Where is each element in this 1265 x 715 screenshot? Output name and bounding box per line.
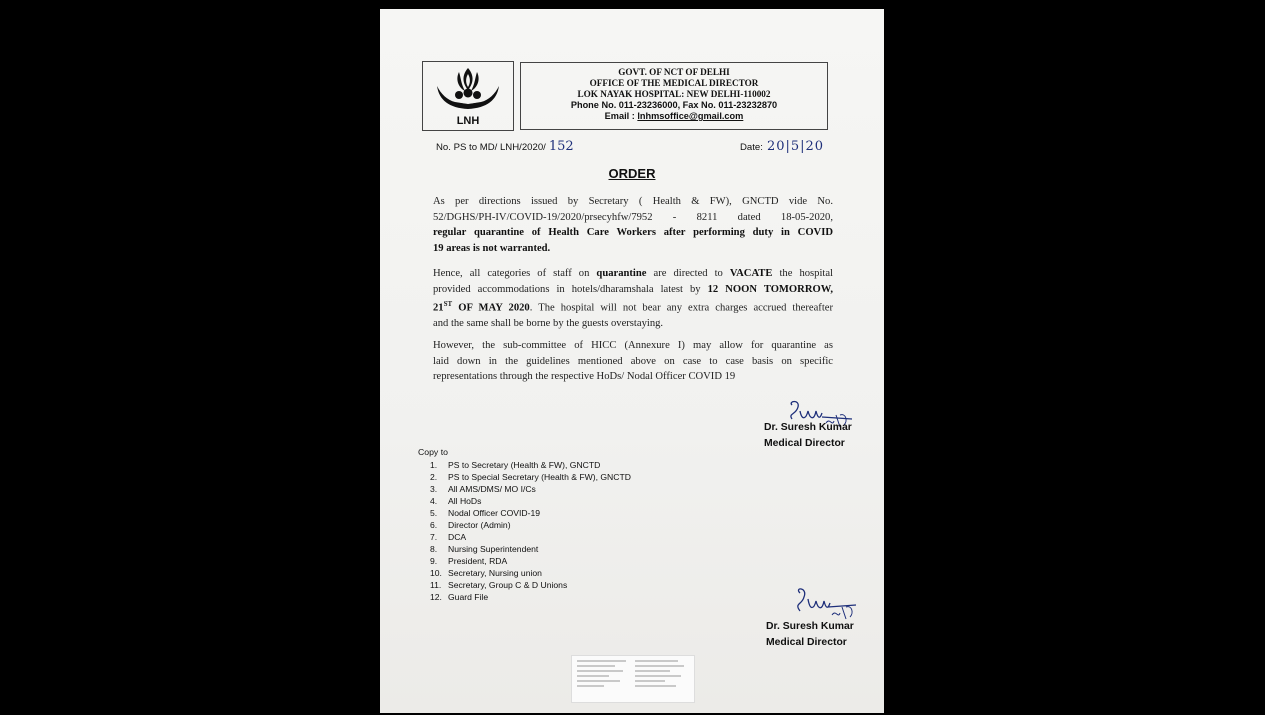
reference-handwritten: 152 (548, 139, 574, 154)
signatory-name: Dr. Suresh Kumar (764, 422, 852, 433)
email-link[interactable]: lnhmsoffice@gmail.com (637, 111, 744, 121)
list-item (430, 459, 631, 471)
list-item-text: Nursing Superintendent (448, 544, 539, 554)
logo-text: LNH (456, 115, 480, 127)
paragraph-line-bold (433, 225, 833, 241)
bold-text: regular quarantine of Health Care Workers after performing duty in COVID (433, 227, 833, 238)
bold-text: OF MAY 2020 (452, 302, 530, 314)
paragraph-line: laid down in the guidelines mentioned above on case to case basis on specific (433, 355, 833, 367)
signature-block-bottom (766, 619, 854, 650)
list-item-number: 1. (430, 460, 438, 470)
list-item-number: 12. (430, 592, 442, 602)
paragraph-line-bold (433, 241, 833, 257)
bold-text: 12 NOON TOMORROW, (707, 283, 833, 295)
list-item (430, 543, 631, 555)
text-segment: the hospital (772, 268, 833, 279)
text-segment: Hence, all categories of staff on (433, 268, 597, 279)
email-label: Email : (604, 111, 635, 121)
list-item-text: President, RDA (448, 556, 508, 566)
list-item (430, 495, 631, 507)
list-item-number: 7. (430, 532, 438, 542)
list-item-text: PS to Special Secretary (Health & FW), GNCTD (448, 472, 631, 482)
paragraph-line: representations through the respective HoDs/ Nodal Officer COVID 19 (433, 371, 736, 382)
paragraph-line (433, 282, 833, 298)
paragraph-line (433, 266, 833, 282)
list-item-text: Nodal Officer COVID-19 (448, 508, 541, 518)
list-item (430, 591, 631, 603)
paragraph-line: As per directions issued by Secretary ( Health & FW), GNCTD vide No. (433, 196, 833, 207)
date-label: Date: (740, 142, 763, 153)
list-item-number: 10. (430, 568, 442, 578)
list-item-number: 11. (430, 580, 442, 590)
copy-to-list (430, 459, 631, 603)
letterhead-line: OFFICE OF THE MEDICAL DIRECTOR (589, 78, 759, 88)
list-item-number: 2. (430, 472, 438, 482)
paragraph-line: However, the sub-committee of HICC (Annexure I) may allow for quarantine as (433, 340, 833, 351)
letterhead (520, 62, 828, 130)
list-item (430, 579, 631, 591)
list-item-text: Secretary, Group C & D Unions (448, 580, 568, 590)
list-item-text: Director (Admin) (448, 520, 511, 530)
lnh-emblem-icon (423, 62, 513, 116)
letterhead-contact: Phone No. 011-23236000, Fax No. 011-23232870 (570, 100, 778, 110)
paragraph-line: 52/DGHS/PH-IV/COVID-19/2020/prsecyhfw/7952 - 8211 dated 18-05-2020, (433, 211, 833, 223)
list-item-text: Guard File (448, 592, 489, 602)
list-item-text: All HoDs (448, 496, 482, 506)
reference-label: No. PS to MD/ LNH/2020/ (436, 142, 546, 153)
attached-annexure-thumbnail (571, 655, 695, 703)
list-item-text: PS to Secretary (Health & FW), GNCTD (448, 460, 601, 470)
list-item (430, 507, 631, 519)
bold-text: 21 (433, 302, 444, 314)
list-item-number: 4. (430, 496, 438, 506)
list-item (430, 531, 631, 543)
ordinal-suffix: ST (443, 300, 453, 308)
text-segment: . The hospital will not bear any extra charges accrued thereafter (529, 302, 833, 314)
hospital-logo (422, 61, 514, 131)
letterhead-email-row (521, 111, 827, 121)
list-item-text: DCA (448, 532, 467, 542)
document-page (380, 9, 884, 713)
signatory-title: Medical Director (764, 437, 845, 449)
bold-text: VACATE (729, 268, 773, 279)
list-item-number: 6. (430, 520, 438, 530)
list-item (430, 471, 631, 483)
paragraph-hicc (433, 338, 833, 385)
list-item-number: 5. (430, 508, 438, 518)
page-title: ORDER (608, 166, 656, 181)
list-item (430, 519, 631, 531)
letterhead-line: GOVT. OF NCT OF DELHI (618, 67, 730, 77)
list-item-number: 9. (430, 556, 438, 566)
bold-text: quarantine (596, 268, 647, 279)
copy-to-label: Copy to (418, 447, 448, 457)
list-item (430, 567, 631, 579)
text-segment: provided accommodations in hotels/dharamshala latest by (433, 283, 708, 295)
signature-block-top (764, 420, 852, 451)
signatory-name: Dr. Suresh Kumar (766, 621, 854, 632)
reference-number (436, 139, 574, 154)
date-handwritten: 20|5|20 (766, 139, 825, 154)
list-item-number: 8. (430, 544, 438, 554)
signatory-title: Medical Director (766, 636, 847, 648)
paragraph-directions (433, 194, 833, 256)
list-item-text: Secretary, Nursing union (448, 568, 542, 578)
list-item (430, 555, 631, 567)
list-item (430, 483, 631, 495)
signature-scribble-icon (792, 585, 862, 623)
list-item-text: All AMS/DMS/ MO I/Cs (448, 484, 536, 494)
text-segment: are directed to (646, 268, 730, 279)
order-date (740, 139, 824, 154)
paragraph-line: and the same shall be borne by the guests overstaying. (433, 318, 664, 330)
letterhead-line: LOK NAYAK HOSPITAL: NEW DELHI-110002 (577, 89, 771, 99)
list-item-number: 3. (430, 484, 438, 494)
paragraph-vacate-order (433, 266, 833, 332)
paragraph-line (433, 297, 833, 316)
bold-text: 19 areas is not warranted. (433, 242, 551, 254)
